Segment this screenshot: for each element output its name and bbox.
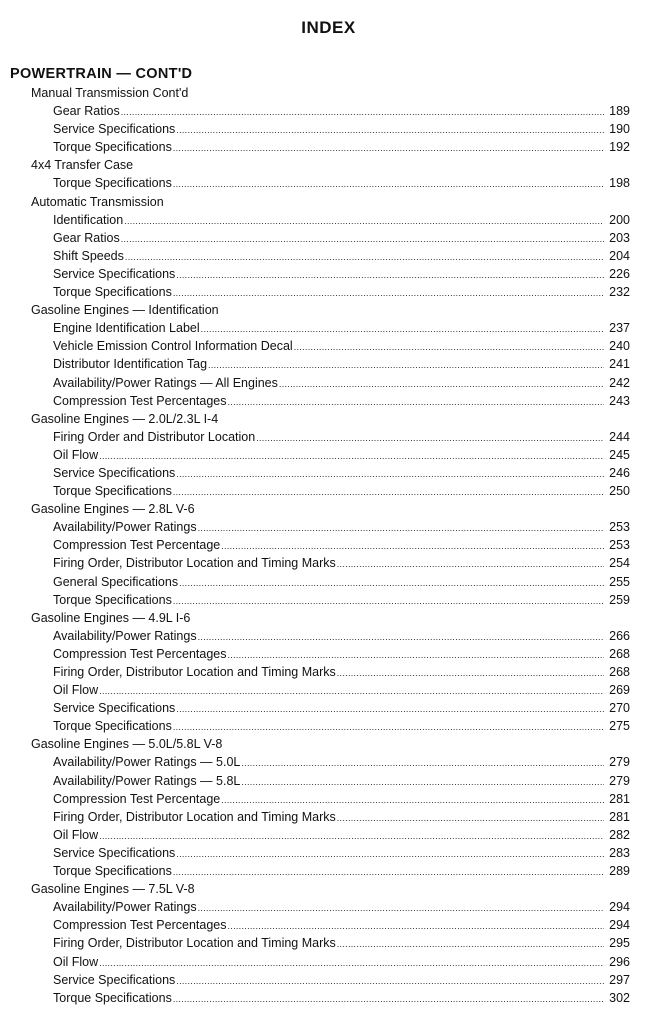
dot-leader xyxy=(221,791,604,809)
index-entry xyxy=(0,862,630,880)
group-heading: 4x4 Transfer Case xyxy=(31,158,134,173)
dot-leader xyxy=(227,646,604,664)
page-number: 253 xyxy=(609,538,630,553)
page-number: 281 xyxy=(609,791,630,806)
dot-leader xyxy=(173,139,604,157)
entry-label: Availability/Power Ratings xyxy=(53,900,197,915)
group-heading: Automatic Transmission xyxy=(31,194,164,209)
dot-leader xyxy=(176,121,604,139)
dot-leader xyxy=(221,537,604,555)
dot-leader xyxy=(99,827,604,845)
index-entry xyxy=(0,319,630,337)
dot-leader xyxy=(294,338,604,356)
dot-leader xyxy=(173,284,604,302)
page-number: 237 xyxy=(609,321,630,336)
index-list xyxy=(0,84,657,1007)
entry-label: Availability/Power Ratings — 5.8L xyxy=(53,773,241,788)
page-number: 294 xyxy=(609,918,630,933)
index-entry xyxy=(0,916,630,934)
page-number: 302 xyxy=(609,990,630,1005)
entry-label: Service Specifications xyxy=(53,266,176,281)
page-number: 282 xyxy=(609,827,630,842)
dot-leader xyxy=(337,664,604,682)
dot-leader xyxy=(176,972,604,990)
index-entry xyxy=(0,898,630,916)
index-entry xyxy=(0,627,630,645)
entry-label: Firing Order, Distributor Location and Timing Marks xyxy=(53,936,336,951)
index-entry xyxy=(0,844,630,862)
page-number: 232 xyxy=(609,285,630,300)
group-heading: Gasoline Engines — 5.0L/5.8L V-8 xyxy=(31,737,223,752)
page-number: 289 xyxy=(609,864,630,879)
page-number: 244 xyxy=(609,429,630,444)
page-number: 259 xyxy=(609,592,630,607)
page-number: 297 xyxy=(609,972,630,987)
page-title: INDEX xyxy=(301,18,356,37)
page-number: 189 xyxy=(609,104,630,119)
page-number: 269 xyxy=(609,683,630,698)
entry-label: Torque Specifications xyxy=(53,864,172,879)
index-entry xyxy=(0,717,630,735)
entry-label: Availability/Power Ratings xyxy=(53,628,197,643)
dot-leader xyxy=(173,863,604,881)
entry-label: Compression Test Percentage xyxy=(53,791,221,806)
index-entry xyxy=(0,337,630,355)
index-entry xyxy=(0,392,630,410)
page-number: 255 xyxy=(609,574,630,589)
dot-leader xyxy=(176,266,604,284)
page-number: 295 xyxy=(609,936,630,951)
dot-leader xyxy=(198,519,604,537)
entry-label: Compression Test Percentages xyxy=(53,918,227,933)
index-entry xyxy=(0,120,630,138)
entry-label: Torque Specifications xyxy=(53,140,172,155)
entry-label: Service Specifications xyxy=(53,845,176,860)
entry-label: Oil Flow xyxy=(53,954,99,969)
dot-leader xyxy=(241,773,604,791)
dot-leader xyxy=(121,230,604,248)
dot-leader xyxy=(337,809,604,827)
entry-label: Firing Order, Distributor Location and Timing Marks xyxy=(53,809,336,824)
page-number: 241 xyxy=(609,357,630,372)
group-heading: Gasoline Engines — 2.8L V-6 xyxy=(31,502,195,517)
entry-label: Availability/Power Ratings xyxy=(53,520,197,535)
index-entry xyxy=(0,971,630,989)
index-entry xyxy=(0,772,630,790)
dot-leader xyxy=(173,718,604,736)
index-entry xyxy=(0,645,630,663)
entry-label: Distributor Identification Tag xyxy=(53,357,208,372)
entry-label: Oil Flow xyxy=(53,827,99,842)
page-number: 294 xyxy=(609,900,630,915)
page-number: 279 xyxy=(609,773,630,788)
index-entry xyxy=(0,554,630,572)
index-entry xyxy=(0,681,630,699)
page-number: 253 xyxy=(609,520,630,535)
entry-label: Availability/Power Ratings — 5.0L xyxy=(53,755,241,770)
page-number: 200 xyxy=(609,212,630,227)
dot-leader xyxy=(173,175,604,193)
entry-label: Torque Specifications xyxy=(53,990,172,1005)
dot-leader xyxy=(201,320,604,338)
index-entry xyxy=(0,663,630,681)
page-number: 250 xyxy=(609,484,630,499)
page-number: 190 xyxy=(609,122,630,137)
index-entry xyxy=(0,247,630,265)
entry-label: General Specifications xyxy=(53,574,179,589)
dot-leader xyxy=(198,628,604,646)
index-entry xyxy=(0,265,630,283)
entry-label: Gear Ratios xyxy=(53,230,120,245)
page-number: 192 xyxy=(609,140,630,155)
page-number: 203 xyxy=(609,230,630,245)
index-entry xyxy=(0,808,630,826)
entry-label: Service Specifications xyxy=(53,465,176,480)
page-number: 254 xyxy=(609,556,630,571)
index-entry xyxy=(0,374,630,392)
entry-label: Engine Identification Label xyxy=(53,321,200,336)
index-entry xyxy=(0,591,630,609)
index-entry xyxy=(0,518,630,536)
dot-leader xyxy=(241,754,604,772)
dot-leader xyxy=(121,103,604,121)
page-number: 246 xyxy=(609,465,630,480)
entry-label: Firing Order and Distributor Location xyxy=(53,429,256,444)
index-entry xyxy=(0,174,630,192)
entry-label: Service Specifications xyxy=(53,701,176,716)
index-entry xyxy=(0,355,630,373)
index-entry xyxy=(0,446,630,464)
dot-leader xyxy=(173,592,604,610)
entry-label: Compression Test Percentages xyxy=(53,646,227,661)
page-number: 226 xyxy=(609,266,630,281)
dot-leader xyxy=(176,465,604,483)
group-heading: Gasoline Engines — 4.9L I-6 xyxy=(31,610,191,625)
page-number: 281 xyxy=(609,809,630,824)
dot-leader xyxy=(176,700,604,718)
entry-label: Service Specifications xyxy=(53,972,176,987)
page-number: 268 xyxy=(609,646,630,661)
index-entry xyxy=(0,934,630,952)
group-heading: Gasoline Engines — 2.0L/2.3L I-4 xyxy=(31,411,219,426)
entry-label: Compression Test Percentages xyxy=(53,393,227,408)
entry-label: Firing Order, Distributor Location and Timing Marks xyxy=(53,556,336,571)
entry-label: Gear Ratios xyxy=(53,104,120,119)
page-number: 243 xyxy=(609,393,630,408)
index-entry xyxy=(0,536,630,554)
entry-label: Torque Specifications xyxy=(53,592,172,607)
index-entry xyxy=(0,826,630,844)
page-number: 266 xyxy=(609,628,630,643)
index-entry xyxy=(0,573,630,591)
section-title: POWERTRAIN — CONT'D xyxy=(10,66,193,82)
dot-leader xyxy=(227,917,604,935)
page-number: 204 xyxy=(609,248,630,263)
index-entry xyxy=(0,211,630,229)
dot-leader xyxy=(227,393,604,411)
index-entry xyxy=(0,464,630,482)
page-number: 279 xyxy=(609,755,630,770)
group-heading: Manual Transmission Cont'd xyxy=(31,86,189,100)
dot-leader xyxy=(208,356,604,374)
dot-leader xyxy=(337,555,604,573)
index-entry xyxy=(0,790,630,808)
dot-leader xyxy=(279,375,604,393)
dot-leader xyxy=(176,845,604,863)
dot-leader xyxy=(198,899,604,917)
entry-label: Firing Order, Distributor Location and Timing Marks xyxy=(53,665,336,679)
dot-leader xyxy=(337,935,604,953)
dot-leader xyxy=(179,574,604,592)
index-entry xyxy=(0,283,630,301)
page-number: 242 xyxy=(609,375,630,390)
dot-leader xyxy=(256,429,604,447)
entry-label: Shift Speeds xyxy=(53,248,124,263)
group-heading: Gasoline Engines — Identification xyxy=(31,303,219,318)
entry-label: Torque Specifications xyxy=(53,719,172,734)
entry-label: Oil Flow xyxy=(53,447,99,462)
entry-label: Torque Specifications xyxy=(53,285,172,300)
index-entry xyxy=(0,753,630,771)
index-entry xyxy=(0,229,630,247)
entry-label: Torque Specifications xyxy=(53,176,172,191)
index-entry xyxy=(0,699,630,717)
index-entry xyxy=(0,138,630,156)
entry-label: Availability/Power Ratings — All Engines xyxy=(53,375,278,390)
page-number: 283 xyxy=(609,845,630,860)
entry-label: Torque Specifications xyxy=(53,484,172,499)
dot-leader xyxy=(99,954,604,972)
entry-label: Compression Test Percentage xyxy=(53,538,221,553)
index-entry xyxy=(0,989,630,1007)
dot-leader xyxy=(124,212,604,230)
dot-leader xyxy=(99,682,604,700)
dot-leader xyxy=(173,990,604,1008)
index-entry xyxy=(0,102,630,120)
page-number: 296 xyxy=(609,954,630,969)
page-number: 275 xyxy=(609,719,630,734)
index-entry xyxy=(0,953,630,971)
page-number: 240 xyxy=(609,339,630,354)
entry-label: Service Specifications xyxy=(53,122,176,137)
page-number: 268 xyxy=(609,665,630,679)
group-heading: Gasoline Engines — 7.5L V-8 xyxy=(31,882,195,897)
page-number: 245 xyxy=(609,447,630,462)
entry-label: Vehicle Emission Control Information Decal xyxy=(53,339,293,354)
index-entry xyxy=(0,482,630,500)
entry-label: Identification xyxy=(53,212,124,227)
dot-leader xyxy=(173,483,604,501)
index-entry xyxy=(0,428,630,446)
page-number: 198 xyxy=(609,176,630,191)
dot-leader xyxy=(99,447,604,465)
page-number: 270 xyxy=(609,701,630,716)
dot-leader xyxy=(125,248,604,266)
entry-label: Oil Flow xyxy=(53,683,99,698)
